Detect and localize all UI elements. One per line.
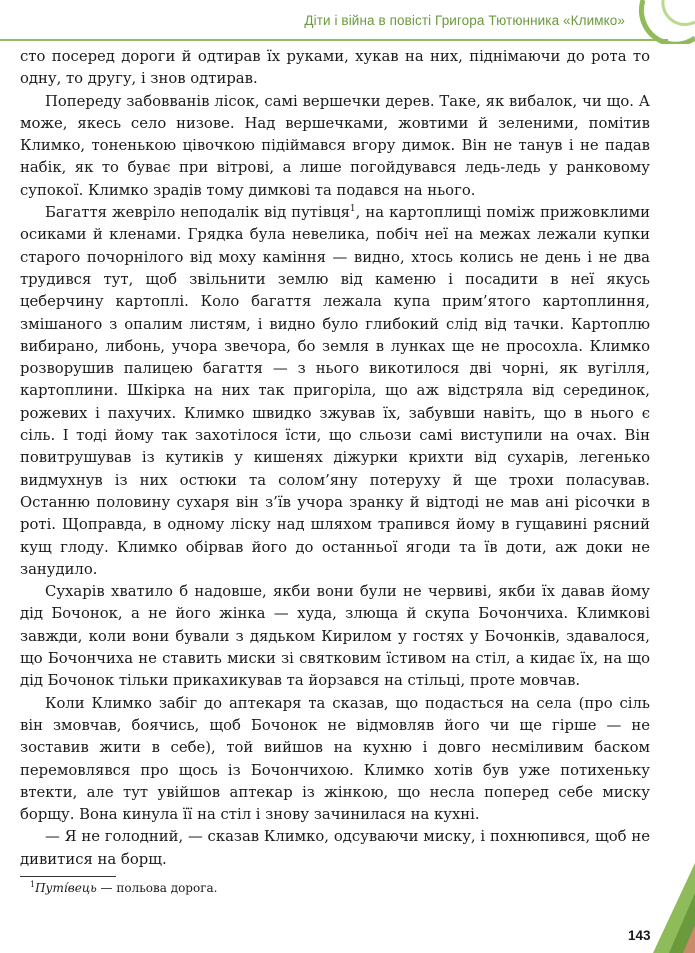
paragraph: Сухарів хватило б надовше, якби вони були не червиві, якби їх давав йому дід Бочонок, а не його жінка — худа, злюща й скупа Бочончиха. Климкові завжди, коли вони бували з дядьком Кирилом у гостях у Бочонків, здавалося, що Бочончиха не ставить миски зі святковим їстивом на стіл, а кидає їх, на що дід Бочонок тільки прикахикував та йорзався на стільці, проте мовчав. <box>20 583 650 690</box>
main-text <box>20 46 650 871</box>
paragraph: Попереду забовванів лісок, самі вершечки дерев. Таке, як вибалок, чи що. А може, якесь село низове. Над вершечками, жовтими й зеленими, помітив Климко, тоненькою цівочкою підіймався вгору димок. Він не танув і не падав набік, як то буває при вітрові, а лише погойдувався ледь-ледь у ранковому супокої. Климко зрадів тому димкові та подався на нього. <box>20 92 650 199</box>
paragraph <box>20 202 650 581</box>
running-header <box>0 0 695 44</box>
paragraph-start: Багаття жевріло неподалік від путівця <box>45 204 350 222</box>
footnote-divider <box>20 876 116 877</box>
footnote-marker: 1 <box>30 880 36 889</box>
paragraph-rest: , на картоплищі поміж прижовклими осиками й кленами. Грядка була невелика, побіч неї на межах лежали купки старого почорнілого від моху каміння — видно, хтось колись не день і не два трудився тут, щоб звільнити землю від каменю і посадити в неї якусь цеберчину картоплі. Коло багаття лежала купа прим’ятого картоплиння, змішаного з опалим листям, і видно було глибокий слід від тачки. Картоплю вибирано, либонь, учора звечора, бо земля в лунках ще не просохла. Климко розворушив палицею багаття — з нього викотилося дві чорні, як вугілля, картоплини. Шкірка на них так пригоріла, що аж відстряла від серединок, рожевих і пахучих. Климко швидко зжував їх, забувши навіть, що в нього є сіль. І тоді йому так захотілося їсти, що сльози самі виступили на очах. Він повитрушував із кутиків у кишенях діжурки крихти від сухарів, легенько видмухнув із них остюки та солом’яну потеруху й ще трохи поласував. Останню половину сухаря він з’їв учора зранку й відтоді не мав ані рісочки в роті. Щоправда, в одному ліску над шляхом трапився йому в гущавині рясний кущ глоду. Климко обірвав його до останньої ягоди та їв доти, аж доки не занудило. <box>20 204 650 578</box>
header-rule <box>0 39 668 41</box>
paragraph: — Я не голодний, — сказав Климко, одсуваючи миску, і похнюпився, щоб не дивитися на борщ. <box>20 828 650 868</box>
footnote <box>30 880 217 895</box>
paragraph: сто посеред дороги й одтирав їх руками, хукав на них, піднімаючи до рота то одну, то другу, і знов одтирав. <box>20 48 650 88</box>
corner-triangle-decoration <box>635 863 695 953</box>
corner-arc-decoration <box>635 0 695 44</box>
footnote-reference[interactable]: 1 <box>349 204 356 215</box>
page-number: 143 <box>628 928 651 943</box>
running-header-title: Діти і війна в повісті Григора Тютюнника «Климко» <box>304 13 625 28</box>
paragraph: Коли Климко забіг до аптекаря та сказав, що подасться на села (про сіль він змовчав, боячись, щоб Бочонок не відмовляв його чи ще гірше — не зоставив жити в себе), той вийшов на кухню і довго несміливим баском перемовлявся про щось із Бочончихою. Климко хотів був уже потихеньку втекти, але тут увійшов аптекар із жінкою, що несла поперед себе миску борщу. Вона кинула її на стіл і знову зачинилася на кухні. <box>20 694 650 824</box>
footnote-definition: — польова дорога. <box>96 881 218 895</box>
footnote-term: Путі́вець <box>35 881 97 895</box>
